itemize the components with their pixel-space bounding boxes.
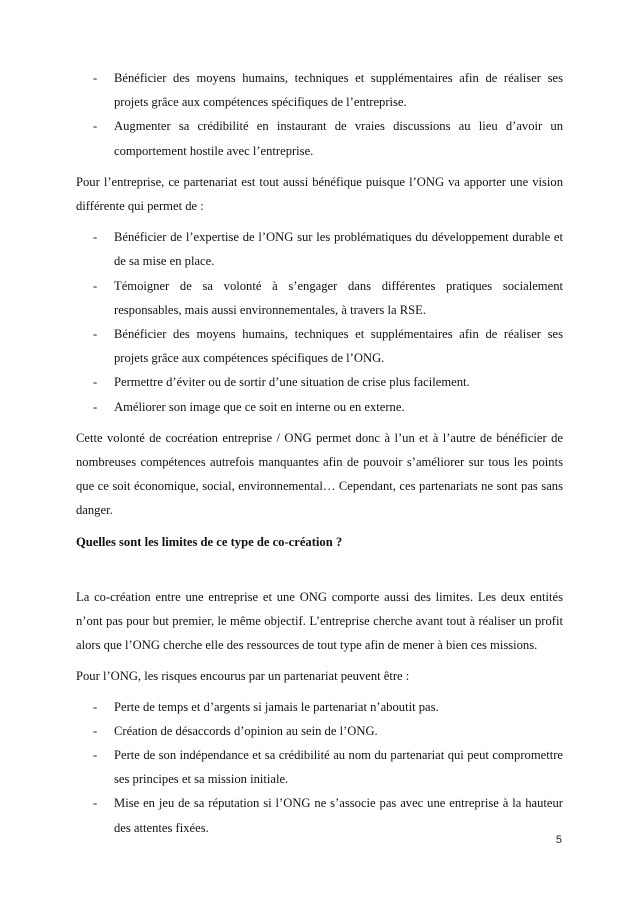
document-page <box>76 66 563 847</box>
list-item <box>76 274 563 322</box>
list-dash: - <box>93 699 98 714</box>
list-item <box>76 743 563 791</box>
list-item-text: Perte de son indépendance et sa crédibilité au nom du partenariat qui peut compromettre ses principes et sa mission initiale. <box>114 748 563 787</box>
list-dash: - <box>93 375 98 390</box>
list-item <box>76 695 563 719</box>
page-number: 5 <box>555 834 562 846</box>
paragraph-entreprise: Pour l’entreprise, ce partenariat est tout aussi bénéfique puisque l’ONG va apporter une vision différente qui permet de : <box>76 174 563 214</box>
list-item-text: Mise en jeu de sa réputation si l’ONG ne s’associe pas avec une entreprise à la hauteur des attentes fixées. <box>114 796 563 835</box>
paragraph-limites: La co-création entre une entreprise et une ONG comporte aussi des limites. Les deux entités n’ont pas pour but premier, le même objectif. L’entreprise cherche avant tout à réaliser un profit alors que l’ONG cherche elle des ressources de tout type afin de mener à bien ces missions. <box>76 589 563 653</box>
list-item <box>76 791 563 839</box>
list-dash: - <box>93 71 98 85</box>
section-heading: Quelles sont les limites de ce type de co-création ? <box>76 534 343 549</box>
list-item-text: Améliorer son image que ce soit en interne ou en externe. <box>114 399 405 414</box>
list-dash: - <box>93 723 98 738</box>
list-item <box>76 66 563 114</box>
list-item-text: Bénéficier de l’expertise de l’ONG sur les problématiques du développement durable et de sa mise en place. <box>114 230 563 269</box>
list-item-text: Perte de temps et d’argents si jamais le partenariat n’aboutit pas. <box>114 699 439 714</box>
list-dash: - <box>93 119 98 134</box>
list-item <box>76 322 563 370</box>
list-item <box>76 370 563 394</box>
list-item-text: Augmenter sa crédibilité en instaurant de vraies discussions au lieu d’avoir un comportement hostile avec l’entreprise. <box>114 119 563 158</box>
list-item-text: Bénéficier des moyens humains, techniques et supplémentaires afin de réaliser ses projets grâce aux compétences spécifiques de l’entreprise. <box>114 71 563 110</box>
entreprise-benefits-list <box>76 225 563 419</box>
list-item <box>76 225 563 273</box>
list-item-text: Création de désaccords d’opinion au sein de l’ONG. <box>114 723 378 738</box>
list-dash: - <box>93 230 98 245</box>
list-item <box>76 395 563 419</box>
list-dash: - <box>93 796 98 811</box>
list-item <box>76 719 563 743</box>
list-dash: - <box>93 748 98 763</box>
list-item <box>76 114 563 162</box>
list-item-text: Témoigner de sa volonté à s’engager dans différentes pratiques socialement responsables, mais aussi environnementales, à travers la RSE. <box>114 278 563 317</box>
list-item-text: Bénéficier des moyens humains, techniques et supplémentaires afin de réaliser ses projets grâce aux compétences spécifiques de l’ONG. <box>114 327 563 366</box>
list-dash: - <box>93 399 98 414</box>
paragraph-cocreation: Cette volonté de cocréation entreprise / ONG permet donc à l’un et à l’autre de bénéficier de nombreuses compétences autrefois manquantes afin de pouvoir s’améliorer sur tous les points que ce soit économique, social, environnemental… Cependant, ces partenariats ne sont pas sans danger. <box>76 430 563 518</box>
paragraph-risques: Pour l’ONG, les risques encourus par un partenariat peuvent être : <box>76 669 410 684</box>
list-dash: - <box>93 278 98 293</box>
list-dash: - <box>93 327 98 342</box>
list-item-text: Permettre d’éviter ou de sortir d’une situation de crise plus facilement. <box>114 375 470 390</box>
risks-list <box>76 695 563 840</box>
ong-benefits-list <box>76 66 563 163</box>
